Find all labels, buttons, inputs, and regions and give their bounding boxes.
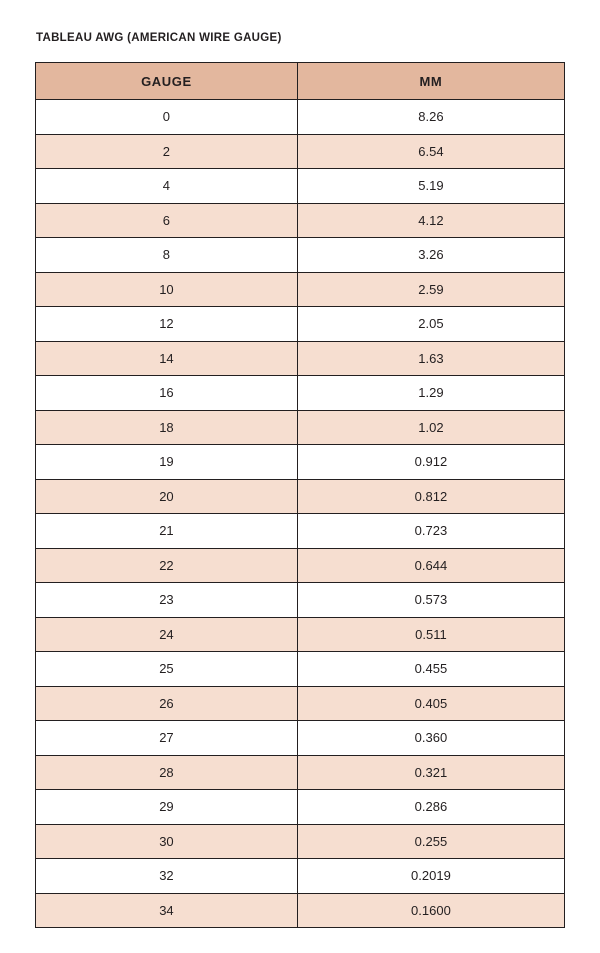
table-row <box>36 479 565 514</box>
cell-mm: 0.912 <box>297 445 564 480</box>
table-row <box>36 617 565 652</box>
cell-mm: 3.26 <box>297 238 564 273</box>
cell-gauge: 27 <box>36 721 298 756</box>
cell-gauge: 34 <box>36 893 298 928</box>
cell-gauge: 6 <box>36 203 298 238</box>
cell-mm: 6.54 <box>297 134 564 169</box>
table-row <box>36 652 565 687</box>
cell-gauge: 23 <box>36 583 298 618</box>
cell-gauge: 26 <box>36 686 298 721</box>
cell-mm: 0.511 <box>297 617 564 652</box>
awg-table <box>35 62 565 928</box>
table-row <box>36 824 565 859</box>
cell-mm: 2.59 <box>297 272 564 307</box>
cell-gauge: 8 <box>36 238 298 273</box>
cell-gauge: 4 <box>36 169 298 204</box>
table-row <box>36 859 565 894</box>
cell-mm: 1.63 <box>297 341 564 376</box>
cell-gauge: 24 <box>36 617 298 652</box>
cell-gauge: 14 <box>36 341 298 376</box>
cell-gauge: 32 <box>36 859 298 894</box>
cell-gauge: 2 <box>36 134 298 169</box>
table-row <box>36 790 565 825</box>
table-row <box>36 100 565 135</box>
cell-mm: 5.19 <box>297 169 564 204</box>
table-body <box>36 100 565 928</box>
cell-mm: 0.573 <box>297 583 564 618</box>
table-row <box>36 203 565 238</box>
cell-mm: 0.644 <box>297 548 564 583</box>
cell-mm: 0.255 <box>297 824 564 859</box>
cell-mm: 8.26 <box>297 100 564 135</box>
table-row <box>36 341 565 376</box>
cell-gauge: 29 <box>36 790 298 825</box>
cell-mm: 0.405 <box>297 686 564 721</box>
cell-gauge: 20 <box>36 479 298 514</box>
cell-gauge: 30 <box>36 824 298 859</box>
table-row <box>36 376 565 411</box>
cell-mm: 0.2019 <box>297 859 564 894</box>
cell-gauge: 25 <box>36 652 298 687</box>
table-row <box>36 721 565 756</box>
cell-gauge: 10 <box>36 272 298 307</box>
table-row <box>36 686 565 721</box>
column-header-mm: MM <box>297 63 564 100</box>
table-row <box>36 893 565 928</box>
cell-mm: 0.1600 <box>297 893 564 928</box>
cell-gauge: 18 <box>36 410 298 445</box>
cell-gauge: 12 <box>36 307 298 342</box>
cell-gauge: 28 <box>36 755 298 790</box>
table-row <box>36 410 565 445</box>
table-header <box>36 63 565 100</box>
cell-mm: 2.05 <box>297 307 564 342</box>
cell-mm: 0.812 <box>297 479 564 514</box>
cell-mm: 0.321 <box>297 755 564 790</box>
table-row <box>36 514 565 549</box>
table-row <box>36 583 565 618</box>
cell-mm: 0.723 <box>297 514 564 549</box>
cell-mm: 0.286 <box>297 790 564 825</box>
cell-gauge: 19 <box>36 445 298 480</box>
table-row <box>36 169 565 204</box>
table-row <box>36 755 565 790</box>
cell-mm: 0.455 <box>297 652 564 687</box>
cell-mm: 1.29 <box>297 376 564 411</box>
cell-gauge: 0 <box>36 100 298 135</box>
cell-gauge: 21 <box>36 514 298 549</box>
table-row <box>36 238 565 273</box>
column-header-gauge: GAUGE <box>36 63 298 100</box>
table-row <box>36 134 565 169</box>
cell-mm: 1.02 <box>297 410 564 445</box>
page-title: TABLEAU AWG (AMERICAN WIRE GAUGE) <box>36 32 282 44</box>
table-row <box>36 307 565 342</box>
cell-mm: 4.12 <box>297 203 564 238</box>
table-header-row <box>36 63 565 100</box>
table-row <box>36 272 565 307</box>
cell-gauge: 16 <box>36 376 298 411</box>
cell-gauge: 22 <box>36 548 298 583</box>
table-row <box>36 445 565 480</box>
table-row <box>36 548 565 583</box>
awg-table-container <box>35 62 565 928</box>
cell-mm: 0.360 <box>297 721 564 756</box>
